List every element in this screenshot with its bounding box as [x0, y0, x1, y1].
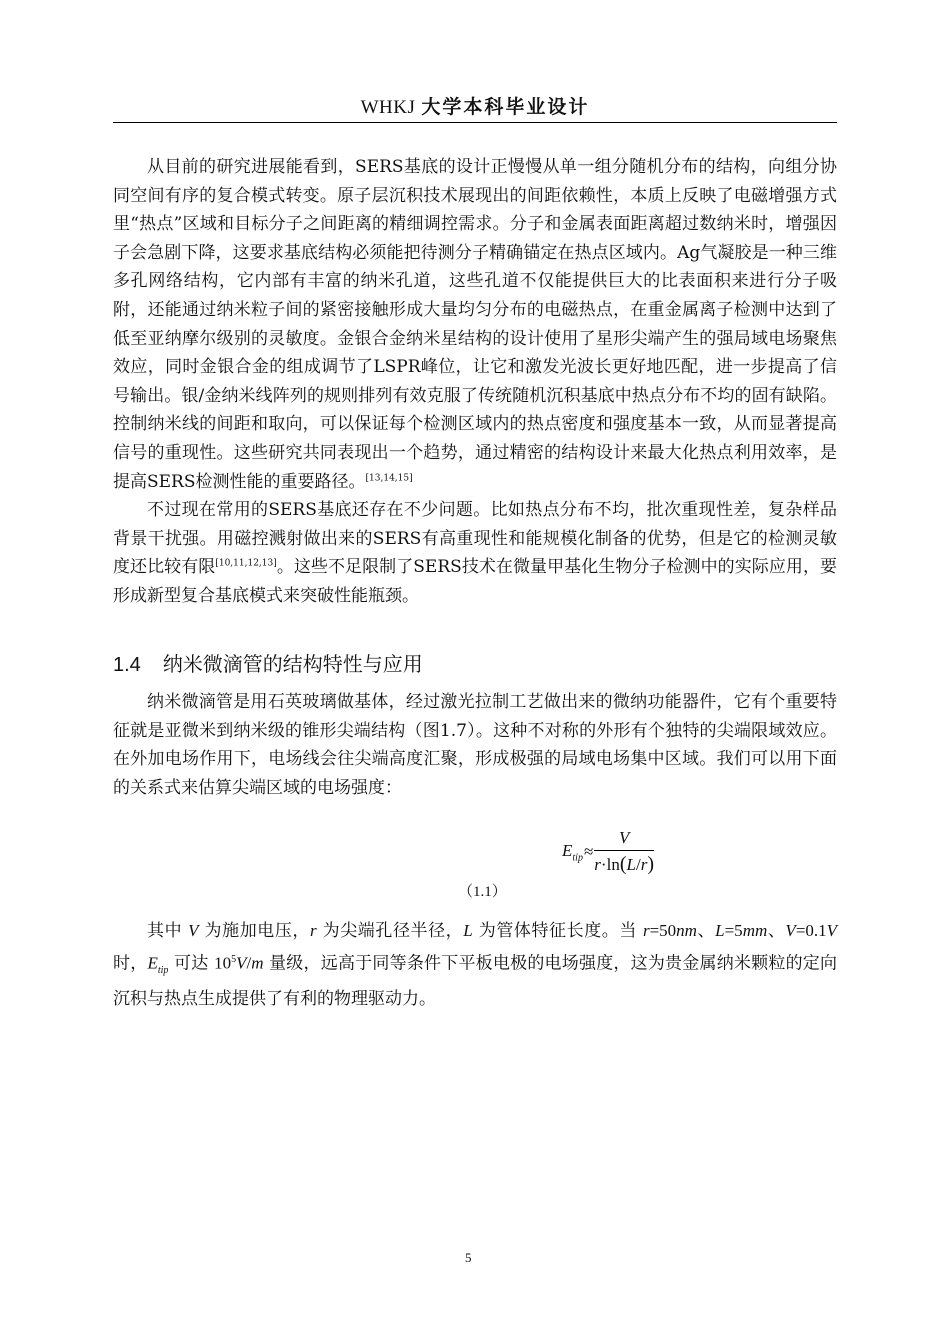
citation: [10,11,12,13] [215, 558, 277, 569]
body-text-lower [113, 917, 837, 1014]
equation-lhs: $E_{tip}$ [562, 840, 583, 864]
header-university-abbr: WHKJ [360, 97, 416, 118]
section-number: 1.4 [113, 654, 141, 676]
equation-number: （1.1） [458, 884, 507, 900]
header-title: 大学本科毕业设计 [421, 96, 590, 118]
body-text-upper [113, 153, 837, 611]
paragraph-sers-problems: 不过现在常用的SERS基底还存在不少问题。比如热点分布不均，批次重现性差，复杂样品背景干扰强。用磁控溅射做出来的SERS有高重现性和能规模化制备的优势，但是它的检测灵敏度还比较有限[10,11,12,13]。这些不足限制了SERS技术在微量甲基化生物分子检测中的实际应用，要形成新型复合基底模式来突破性能瓶颈。 [113, 500, 837, 606]
fraction-numerator: V [594, 828, 654, 851]
page-number: 5 [465, 1250, 472, 1265]
paragraph-equation-explanation: 其中 V 为施加电压，r 为尖端孔径半径，L 为管体特征长度。当 r=50nm、L=5mm、V=0.1V 时，$E_{tip}$ 可达 $10^5V/m$ 量级，远高于同等条件下平板电极的电场强度，这为贵金属纳米颗粒的定向沉积与热点生成提供了有利的物理驱动力。 [113, 921, 838, 1010]
header-rule [113, 122, 837, 123]
paragraph-nanopipette: 纳米微滴管是用石英玻璃做基体，经过激光拉制工艺做出来的微纳功能器件，它有个重要特征就是亚微米到纳米级的锥形尖端结构（图1.7）。这种不对称的外形有个独特的尖端限域效应。在外加电场作用下，电场线会往尖端高度汇聚，形成极强的局域电场集中区域。我们可以用下面的关系式来估算尖端区域的电场强度： [113, 692, 837, 798]
approx-sign: ≈ [583, 842, 594, 861]
section-title: 纳米微滴管的结构特性与应用 [162, 652, 423, 676]
running-header [113, 92, 837, 122]
paragraph-sers-structure: 从目前的研究进展能看到，SERS基底的设计正慢慢从单一组分随机分布的结构，向组分协同空间有序的复合模式转变。原子层沉积技术展现出的间距依赖性，本质上反映了电磁增强方式里“热点”区域和目标分子之间距离的精细调控需求。分子和金属表面距离超过数纳米时，增强因子会急剧下降，这要求基底结构必须能把待测分子精确锚定在热点区域内。Ag气凝胶是一种三维多孔网络结构，它内部有丰富的纳米孔道，这些孔道不仅能提供巨大的比表面积来进行分子吸附，还能通过纳米粒子间的紧密接触形成大量均匀分布的电磁热点，在重金属离子检测中达到了低至亚纳摩尔级别的灵敏度。金银合金纳米星结构的设计使用了星形尖端产生的强局域电场聚焦效应，同时金银合金的组成调节了LSPR峰位，让它和激发光波长更好地匹配，进一步提高了信号输出。银/金纳米线阵列的规则排列有效克服了传统随机沉积基底中热点分布不均的固有缺陷。控制纳米线的间距和取向，可以保证每个检测区域内的热点密度和强度基本一致，从而显著提高信号的重现性。这些研究共同表现出一个趋势，通过精密的结构设计来最大化热点利用效率，是提高SERS检测性能的重要路径。[13,14,15] [113, 157, 837, 492]
fraction-denominator: r·ln(L/r) [594, 853, 654, 875]
equation-fraction [594, 828, 654, 876]
equation-tip-field [562, 828, 654, 876]
body-text-middle [113, 688, 837, 802]
section-heading [113, 648, 423, 677]
citation: [13,14,15] [365, 472, 413, 483]
